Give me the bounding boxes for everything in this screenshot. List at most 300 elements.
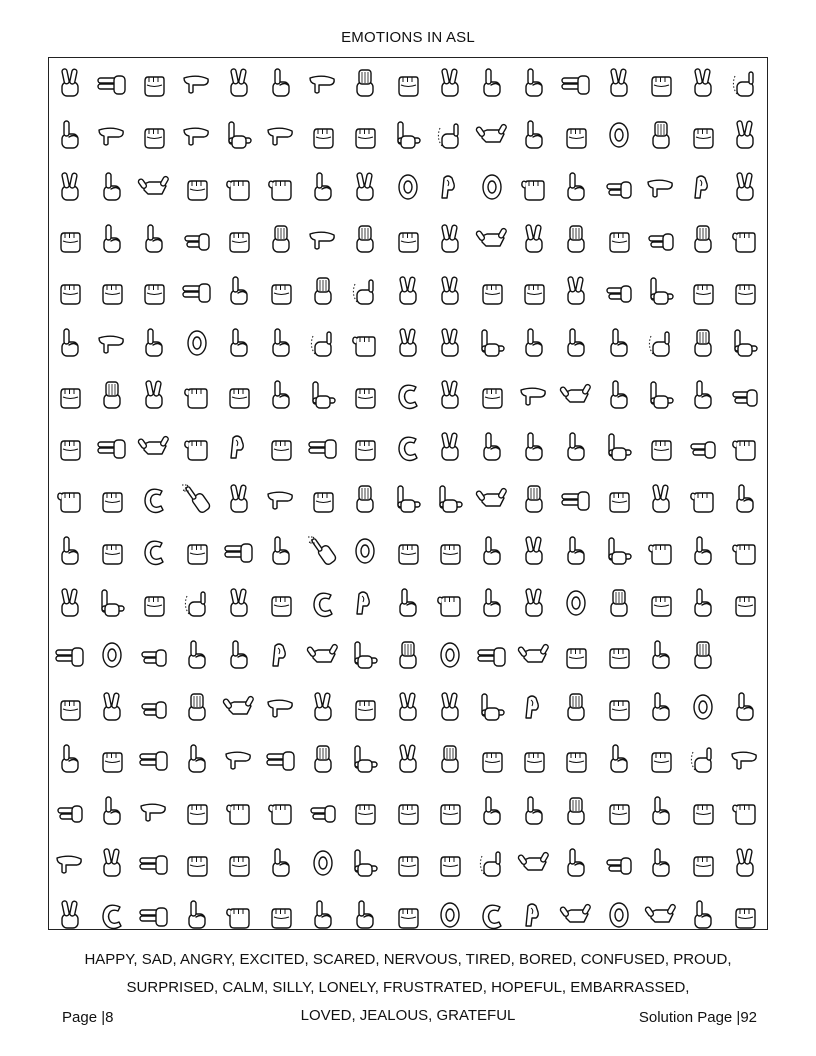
asl-v-sign-icon — [516, 534, 552, 570]
asl-e-sign-icon — [558, 638, 594, 674]
asl-d-sign-icon — [474, 534, 510, 570]
page-title: EMOTIONS IN ASL — [341, 29, 475, 46]
asl-d-sign-icon — [516, 66, 552, 102]
asl-g-sign-icon — [136, 690, 172, 726]
asl-b-sign-icon — [558, 690, 594, 726]
asl-e-sign-icon — [685, 274, 721, 310]
asl-d-sign-icon — [136, 326, 172, 362]
asl-o-sign-icon — [432, 638, 468, 674]
asl-h-sign-icon — [94, 430, 130, 466]
asl-l-sign-icon — [221, 118, 257, 154]
asl-d-sign-icon — [474, 794, 510, 830]
asl-d-sign-icon — [516, 118, 552, 154]
asl-c-sign-icon — [136, 482, 172, 518]
asl-d-sign-icon — [263, 378, 299, 414]
asl-v-sign-icon — [52, 898, 88, 934]
asl-j-sign-icon — [347, 274, 383, 310]
asl-h-sign-icon — [221, 534, 257, 570]
asl-d-sign-icon — [52, 534, 88, 570]
asl-o-sign-icon — [685, 690, 721, 726]
asl-b-sign-icon — [347, 222, 383, 258]
asl-e-sign-icon — [179, 170, 215, 206]
asl-b-sign-icon — [685, 222, 721, 258]
asl-p-sign-icon — [179, 66, 215, 102]
grid-row — [49, 370, 767, 422]
asl-y-sign-icon — [558, 898, 594, 934]
asl-l-sign-icon — [390, 482, 426, 518]
asl-e-sign-icon — [347, 794, 383, 830]
asl-v-sign-icon — [136, 378, 172, 414]
asl-d-sign-icon — [516, 430, 552, 466]
asl-e-sign-icon — [643, 66, 679, 102]
asl-j-sign-icon — [432, 118, 468, 154]
asl-b-sign-icon — [390, 638, 426, 674]
asl-c-sign-icon — [94, 898, 130, 934]
asl-e-sign-icon — [516, 274, 552, 310]
asl-e-sign-icon — [263, 274, 299, 310]
asl-p-sign-icon — [94, 326, 130, 362]
asl-e-sign-icon — [263, 430, 299, 466]
asl-y-sign-icon — [136, 430, 172, 466]
asl-b-sign-icon — [558, 222, 594, 258]
asl-d-sign-icon — [263, 66, 299, 102]
asl-p-sign-icon — [643, 170, 679, 206]
asl-e-sign-icon — [179, 794, 215, 830]
asl-d-sign-icon — [558, 534, 594, 570]
asl-e-sign-icon — [390, 222, 426, 258]
asl-e-sign-icon — [474, 742, 510, 778]
asl-e-sign-icon — [179, 846, 215, 882]
asl-h-sign-icon — [263, 742, 299, 778]
asl-p-sign-icon — [727, 742, 763, 778]
asl-e-sign-icon — [390, 794, 426, 830]
asl-e-sign-icon — [52, 690, 88, 726]
asl-v-sign-icon — [94, 846, 130, 882]
asl-b-sign-icon — [601, 586, 637, 622]
asl-l-sign-icon — [347, 742, 383, 778]
asl-e-sign-icon — [347, 118, 383, 154]
asl-r-sign-icon — [685, 170, 721, 206]
asl-r-sign-icon — [221, 430, 257, 466]
asl-v-sign-icon — [432, 222, 468, 258]
asl-e-sign-icon — [432, 534, 468, 570]
asl-g-sign-icon — [136, 638, 172, 674]
asl-b-sign-icon — [516, 482, 552, 518]
asl-e-sign-icon — [94, 534, 130, 570]
asl-j-sign-icon — [685, 742, 721, 778]
asl-l-sign-icon — [601, 430, 637, 466]
asl-l-sign-icon — [305, 378, 341, 414]
asl-p-sign-icon — [52, 846, 88, 882]
asl-h-sign-icon — [94, 66, 130, 102]
asl-p-sign-icon — [136, 794, 172, 830]
asl-a-sign-icon — [221, 898, 257, 934]
grid-row — [49, 474, 767, 526]
asl-v-sign-icon — [52, 586, 88, 622]
asl-j-sign-icon — [643, 326, 679, 362]
asl-r-sign-icon — [263, 638, 299, 674]
asl-d-sign-icon — [390, 586, 426, 622]
asl-a-sign-icon — [727, 222, 763, 258]
asl-e-sign-icon — [601, 638, 637, 674]
asl-l-sign-icon — [390, 118, 426, 154]
asl-b-sign-icon — [685, 638, 721, 674]
asl-d-sign-icon — [516, 794, 552, 830]
asl-y-sign-icon — [516, 638, 552, 674]
asl-o-sign-icon — [558, 586, 594, 622]
asl-a-sign-icon — [221, 794, 257, 830]
asl-d-sign-icon — [601, 378, 637, 414]
asl-y-sign-icon — [558, 378, 594, 414]
asl-y-sign-icon — [516, 846, 552, 882]
asl-l-sign-icon — [347, 846, 383, 882]
asl-v-sign-icon — [94, 690, 130, 726]
asl-d-sign-icon — [136, 222, 172, 258]
asl-y-sign-icon — [305, 638, 341, 674]
asl-l-sign-icon — [474, 690, 510, 726]
asl-d-sign-icon — [221, 274, 257, 310]
asl-d-sign-icon — [263, 534, 299, 570]
asl-e-sign-icon — [474, 378, 510, 414]
asl-b-sign-icon — [347, 66, 383, 102]
asl-p-sign-icon — [263, 118, 299, 154]
asl-r-sign-icon — [516, 690, 552, 726]
asl-d-sign-icon — [643, 794, 679, 830]
asl-e-sign-icon — [263, 898, 299, 934]
asl-c-sign-icon — [390, 430, 426, 466]
asl-v-sign-icon — [432, 378, 468, 414]
asl-d-sign-icon — [94, 794, 130, 830]
asl-j-sign-icon — [179, 586, 215, 622]
asl-e-sign-icon — [221, 378, 257, 414]
asl-a-sign-icon — [179, 378, 215, 414]
asl-a-sign-icon — [263, 170, 299, 206]
asl-h-sign-icon — [136, 898, 172, 934]
grid-row — [49, 890, 767, 942]
asl-e-sign-icon — [643, 586, 679, 622]
asl-v-sign-icon — [390, 742, 426, 778]
asl-a-sign-icon — [347, 326, 383, 362]
asl-v-sign-icon — [516, 222, 552, 258]
asl-d-sign-icon — [263, 326, 299, 362]
asl-l-sign-icon — [643, 378, 679, 414]
asl-d-sign-icon — [685, 586, 721, 622]
grid-row — [49, 162, 767, 214]
asl-j-sign-icon — [305, 326, 341, 362]
grid-row — [49, 58, 767, 110]
asl-v-sign-icon — [221, 66, 257, 102]
asl-p-sign-icon — [305, 66, 341, 102]
asl-e-sign-icon — [221, 846, 257, 882]
asl-g-sign-icon — [601, 274, 637, 310]
asl-h-sign-icon — [558, 66, 594, 102]
asl-e-sign-icon — [643, 430, 679, 466]
asl-d-sign-icon — [305, 170, 341, 206]
asl-d-sign-icon — [52, 326, 88, 362]
asl-d-sign-icon — [347, 898, 383, 934]
asl-v-sign-icon — [643, 482, 679, 518]
asl-g-sign-icon — [685, 430, 721, 466]
asl-p-sign-icon — [263, 690, 299, 726]
asl-o-sign-icon — [94, 638, 130, 674]
asl-d-sign-icon — [94, 170, 130, 206]
asl-e-sign-icon — [601, 482, 637, 518]
grid-row — [49, 266, 767, 318]
asl-h-sign-icon — [136, 742, 172, 778]
asl-d-sign-icon — [727, 482, 763, 518]
asl-v-sign-icon — [52, 170, 88, 206]
asl-e-sign-icon — [179, 534, 215, 570]
asl-v-sign-icon — [432, 690, 468, 726]
asl-e-sign-icon — [685, 794, 721, 830]
asl-a-sign-icon — [179, 430, 215, 466]
asl-a-sign-icon — [516, 170, 552, 206]
asl-e-sign-icon — [136, 66, 172, 102]
asl-v-sign-icon — [432, 66, 468, 102]
asl-g-sign-icon — [643, 222, 679, 258]
asl-y-sign-icon — [136, 170, 172, 206]
page-number: Page |8 — [62, 1009, 114, 1026]
asl-d-sign-icon — [52, 742, 88, 778]
asl-p-sign-icon — [179, 118, 215, 154]
asl-d-sign-icon — [685, 378, 721, 414]
asl-d-sign-icon — [474, 66, 510, 102]
asl-d-sign-icon — [263, 846, 299, 882]
asl-b-sign-icon — [685, 326, 721, 362]
asl-p-sign-icon — [305, 222, 341, 258]
asl-e-sign-icon — [347, 690, 383, 726]
asl-d-sign-icon — [643, 690, 679, 726]
grid-row — [49, 578, 767, 630]
asl-l-sign-icon — [432, 482, 468, 518]
asl-e-sign-icon — [136, 118, 172, 154]
grid-row — [49, 786, 767, 838]
asl-d-sign-icon — [474, 430, 510, 466]
asl-e-sign-icon — [558, 118, 594, 154]
asl-e-sign-icon — [390, 846, 426, 882]
asl-g-sign-icon — [601, 170, 637, 206]
asl-g-sign-icon — [727, 378, 763, 414]
grid-row — [49, 214, 767, 266]
asl-h-sign-icon — [179, 274, 215, 310]
asl-c-sign-icon — [305, 586, 341, 622]
asl-v-sign-icon — [390, 326, 426, 362]
asl-e-sign-icon — [263, 586, 299, 622]
asl-a-sign-icon — [727, 794, 763, 830]
asl-d-sign-icon — [94, 222, 130, 258]
asl-l-sign-icon — [643, 274, 679, 310]
asl-v-sign-icon — [601, 66, 637, 102]
asl-o-sign-icon — [601, 898, 637, 934]
asl-e-sign-icon — [432, 846, 468, 882]
asl-a-sign-icon — [221, 170, 257, 206]
asl-e-sign-icon — [305, 482, 341, 518]
asl-o-sign-icon — [432, 898, 468, 934]
asl-e-sign-icon — [94, 742, 130, 778]
asl-v-sign-icon — [685, 66, 721, 102]
asl-z-sign-icon — [305, 534, 341, 570]
asl-d-sign-icon — [52, 118, 88, 154]
asl-v-sign-icon — [305, 690, 341, 726]
asl-o-sign-icon — [390, 170, 426, 206]
asl-b-sign-icon — [263, 222, 299, 258]
asl-d-sign-icon — [685, 534, 721, 570]
asl-p-sign-icon — [94, 118, 130, 154]
asl-h-sign-icon — [52, 638, 88, 674]
grid-row — [49, 838, 767, 890]
solution-page-number: Solution Page |92 — [638, 1009, 757, 1026]
asl-d-sign-icon — [179, 898, 215, 934]
asl-a-sign-icon — [432, 586, 468, 622]
asl-letter-grid — [48, 57, 768, 930]
asl-e-sign-icon — [347, 430, 383, 466]
asl-d-sign-icon — [558, 170, 594, 206]
asl-v-sign-icon — [432, 326, 468, 362]
asl-d-sign-icon — [179, 638, 215, 674]
asl-a-sign-icon — [52, 482, 88, 518]
asl-a-sign-icon — [263, 794, 299, 830]
asl-v-sign-icon — [558, 274, 594, 310]
asl-e-sign-icon — [601, 222, 637, 258]
asl-h-sign-icon — [474, 638, 510, 674]
asl-y-sign-icon — [221, 690, 257, 726]
asl-d-sign-icon — [516, 326, 552, 362]
asl-y-sign-icon — [474, 482, 510, 518]
asl-l-sign-icon — [601, 534, 637, 570]
asl-g-sign-icon — [179, 222, 215, 258]
asl-v-sign-icon — [727, 118, 763, 154]
asl-c-sign-icon — [390, 378, 426, 414]
asl-e-sign-icon — [432, 794, 468, 830]
asl-o-sign-icon — [305, 846, 341, 882]
asl-y-sign-icon — [643, 898, 679, 934]
asl-e-sign-icon — [136, 586, 172, 622]
asl-e-sign-icon — [643, 742, 679, 778]
grid-row — [49, 110, 767, 162]
asl-e-sign-icon — [685, 118, 721, 154]
asl-e-sign-icon — [390, 534, 426, 570]
asl-b-sign-icon — [305, 742, 341, 778]
asl-d-sign-icon — [179, 742, 215, 778]
asl-d-sign-icon — [643, 638, 679, 674]
asl-v-sign-icon — [221, 482, 257, 518]
asl-b-sign-icon — [305, 274, 341, 310]
asl-j-sign-icon — [727, 66, 763, 102]
grid-row — [49, 318, 767, 370]
asl-y-sign-icon — [474, 118, 510, 154]
asl-o-sign-icon — [474, 170, 510, 206]
asl-e-sign-icon — [52, 378, 88, 414]
asl-d-sign-icon — [558, 326, 594, 362]
asl-e-sign-icon — [347, 378, 383, 414]
asl-d-sign-icon — [558, 846, 594, 882]
asl-e-sign-icon — [727, 898, 763, 934]
asl-c-sign-icon — [474, 898, 510, 934]
asl-a-sign-icon — [643, 534, 679, 570]
asl-r-sign-icon — [516, 898, 552, 934]
grid-row — [49, 734, 767, 786]
asl-y-sign-icon — [474, 222, 510, 258]
asl-a-sign-icon — [727, 430, 763, 466]
asl-e-sign-icon — [601, 690, 637, 726]
asl-a-sign-icon — [685, 482, 721, 518]
asl-d-sign-icon — [727, 690, 763, 726]
asl-d-sign-icon — [685, 898, 721, 934]
asl-o-sign-icon — [601, 118, 637, 154]
asl-g-sign-icon — [52, 794, 88, 830]
asl-b-sign-icon — [94, 378, 130, 414]
asl-a-sign-icon — [727, 534, 763, 570]
asl-b-sign-icon — [643, 118, 679, 154]
asl-b-sign-icon — [558, 794, 594, 830]
asl-d-sign-icon — [221, 638, 257, 674]
asl-e-sign-icon — [221, 222, 257, 258]
asl-e-sign-icon — [727, 274, 763, 310]
asl-e-sign-icon — [52, 222, 88, 258]
asl-d-sign-icon — [601, 742, 637, 778]
asl-z-sign-icon — [179, 482, 215, 518]
asl-l-sign-icon — [347, 638, 383, 674]
asl-h-sign-icon — [558, 482, 594, 518]
asl-h-sign-icon — [305, 430, 341, 466]
asl-b-sign-icon — [347, 482, 383, 518]
asl-v-sign-icon — [432, 274, 468, 310]
asl-v-sign-icon — [727, 170, 763, 206]
asl-d-sign-icon — [221, 326, 257, 362]
asl-e-sign-icon — [474, 274, 510, 310]
word-list-line: SURPRISED, CALM, SILLY, LONELY, FRUSTRATED, HOPEFUL, EMBARRASSED, — [126, 979, 690, 996]
asl-d-sign-icon — [601, 326, 637, 362]
asl-p-sign-icon — [221, 742, 257, 778]
grid-row — [49, 422, 767, 474]
asl-l-sign-icon — [94, 586, 130, 622]
asl-g-sign-icon — [601, 846, 637, 882]
asl-e-sign-icon — [516, 742, 552, 778]
asl-e-sign-icon — [52, 274, 88, 310]
asl-o-sign-icon — [179, 326, 215, 362]
asl-v-sign-icon — [221, 586, 257, 622]
asl-r-sign-icon — [347, 586, 383, 622]
asl-b-sign-icon — [179, 690, 215, 726]
asl-v-sign-icon — [390, 690, 426, 726]
asl-v-sign-icon — [727, 846, 763, 882]
grid-row — [49, 682, 767, 734]
word-list-line: HAPPY, SAD, ANGRY, EXCITED, SCARED, NERVOUS, TIRED, BORED, CONFUSED, PROUD, — [84, 951, 732, 968]
asl-d-sign-icon — [305, 898, 341, 934]
asl-v-sign-icon — [347, 170, 383, 206]
asl-l-sign-icon — [474, 326, 510, 362]
asl-e-sign-icon — [390, 898, 426, 934]
asl-j-sign-icon — [474, 846, 510, 882]
asl-e-sign-icon — [136, 274, 172, 310]
asl-e-sign-icon — [727, 586, 763, 622]
grid-row — [49, 630, 767, 682]
asl-e-sign-icon — [94, 482, 130, 518]
asl-h-sign-icon — [136, 846, 172, 882]
asl-g-sign-icon — [305, 794, 341, 830]
asl-p-sign-icon — [263, 482, 299, 518]
asl-o-sign-icon — [347, 534, 383, 570]
asl-v-sign-icon — [432, 430, 468, 466]
asl-v-sign-icon — [516, 586, 552, 622]
grid-row — [49, 526, 767, 578]
asl-p-sign-icon — [516, 378, 552, 414]
asl-e-sign-icon — [94, 274, 130, 310]
asl-l-sign-icon — [727, 326, 763, 362]
asl-e-sign-icon — [601, 794, 637, 830]
asl-v-sign-icon — [390, 274, 426, 310]
asl-r-sign-icon — [432, 170, 468, 206]
